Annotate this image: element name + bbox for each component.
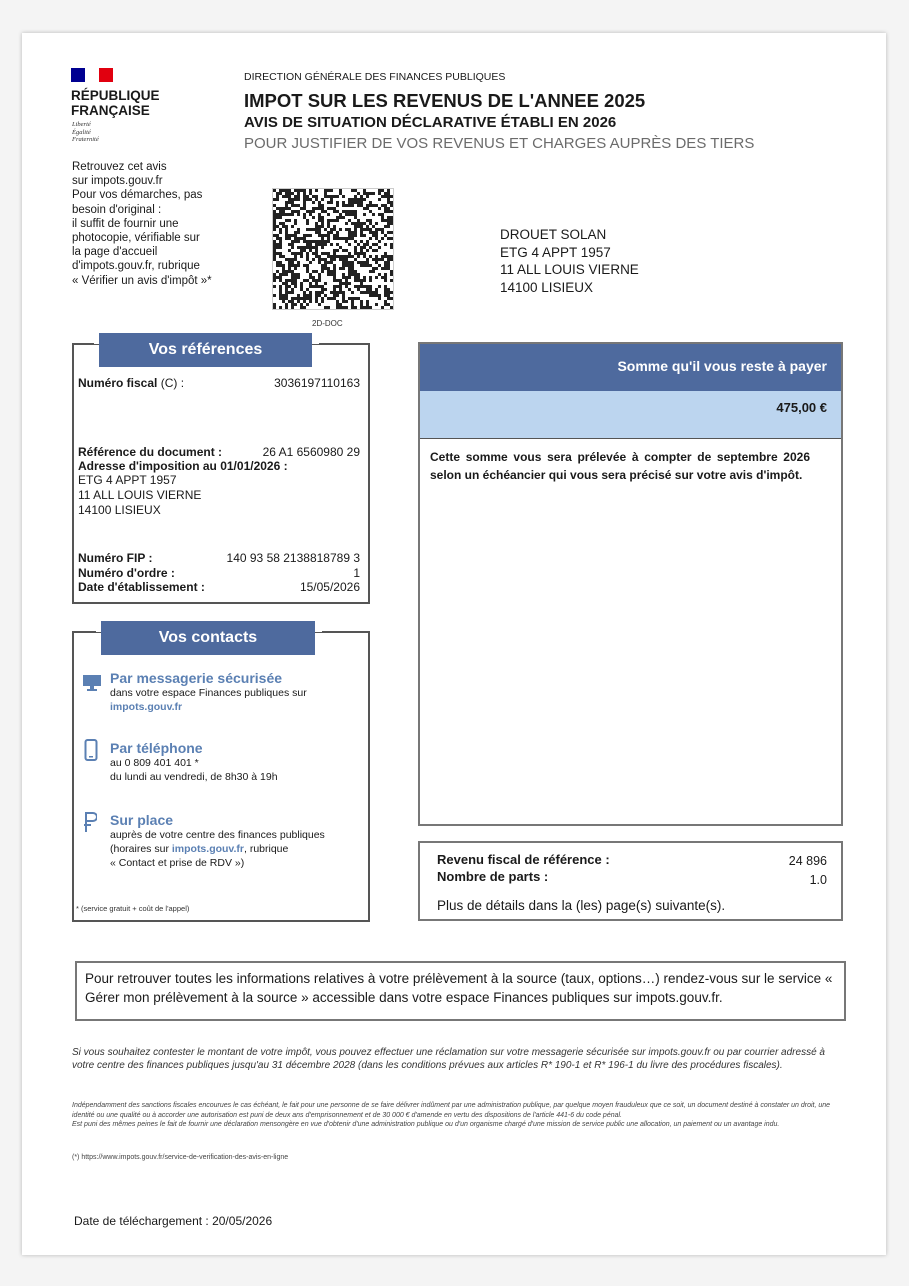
phone-cost-footnote: * (service gratuit + coût de l'appel) (76, 904, 190, 913)
contact-onsite-text: auprès de votre centre des finances publiques (horaires sur impots.gouv.fr, rubrique « Contact et prise de RDV ») (110, 829, 325, 869)
recipient-line3: 14100 LISIEUX (500, 279, 594, 295)
direction-label: DIRECTION GÉNÉRALE DES FINANCES PUBLIQUES (244, 71, 506, 83)
contact-phone-title: Par téléphone (110, 740, 203, 756)
order-value: 1 (353, 566, 360, 580)
flag-white (85, 68, 99, 82)
fiscal-number-label: Numéro fiscal (C) : (78, 376, 185, 390)
payment-heading: Somme qu'il vous reste à payer (420, 344, 841, 391)
2d-doc-barcode (272, 188, 394, 310)
phone-icon (84, 739, 98, 761)
contact-phone-number: au 0 809 401 401 * (110, 757, 199, 769)
document-purpose: POUR JUSTIFIER DE VOS REVENUS ET CHARGES AUPRÈS DES TIERS (244, 135, 755, 152)
issue-date-value: 15/05/2026 (299, 580, 360, 594)
parts-label: Nombre de parts : (437, 869, 549, 884)
fip-value: 140 93 58 2138818789 3 (226, 551, 360, 565)
doc-ref-value: 26 A1 6560980 29 (262, 445, 360, 459)
tax-notice-page (22, 33, 886, 1255)
recipient-name: DROUET SOLAN (500, 227, 607, 242)
impots-link-onsite[interactable]: impots.gouv.fr (171, 843, 244, 855)
contact-secure-messaging-text: dans votre espace Finances publiques sur impots.gouv.fr (110, 687, 307, 713)
tax-address: ETG 4 APPT 1957 11 ALL LOUIS VIERNE 14100 LISIEUX (78, 473, 202, 517)
more-details-note: Plus de détails dans la (les) page(s) suivante(s). (437, 898, 726, 913)
contact-phone-text: au 0 809 401 401 * du lundi au vendredi, de 8h30 à 19h (110, 757, 278, 783)
download-date: Date de téléchargement : 20/05/2026 (74, 1214, 273, 1228)
recipient-address (500, 226, 639, 296)
sanctions-notice: Indépendamment des sanctions fiscales encourues le cas échéant, le fait pour une personne de se faire délivrer indûment par une administration publique, par quelque moyen frauduleux que ce soit, un document destiné à constater un droit, une identité ou une qualité ou à accorder une autorisation est puni de deux ans d'emprisonnement et de 30 000 € d'amende en vertu des dispositions de l'article 441-6 du code pénal. Est puni des mêmes peines le fait de fournir une déclaration mensongère en vue d'obtenir d'une administration publique ou d'un organisme chargé d'une mission de service public une allocation, un paiement ou un avantage indu. (72, 1102, 831, 1128)
fiscal-number-value: 3036197110163 (274, 376, 360, 390)
computer-icon (82, 673, 102, 693)
contest-notice: Si vous souhaitez contester le montant de votre impôt, vous pouvez effectuer une réclamation sur votre messagerie sécurisée sur impots.gouv.fr ou par courrier adressé à votre centre des finances publiques jusqu'au 31 décembre 2028 (dans les conditions prévues aux articles R* 190-1 et R* 196-1 du livre des procédures fiscales). (72, 1047, 825, 1071)
fip-label: Numéro FIP : (78, 551, 153, 565)
recipient-line1: ETG 4 APPT 1957 (500, 244, 611, 260)
contact-secure-messaging-title: Par messagerie sécurisée (110, 670, 283, 686)
contact-onsite-title: Sur place (110, 812, 174, 828)
republique-francaise-logo-text: RÉPUBLIQUE FRANÇAISE (71, 88, 160, 118)
rfr-value: 24 896 (788, 854, 827, 868)
rfr-label: Revenu fiscal de référence : (437, 852, 610, 867)
recipient-line2: 11 ALL LOUIS VIERNE (500, 262, 639, 277)
republic-motto: Liberté Égalité Fraternité (72, 121, 99, 143)
verification-url[interactable]: (*) https://www.impots.gouv.fr/service-de-verification-des-avis-en-ligne (72, 1154, 289, 1161)
tax-address-label: Adresse d'imposition au 01/01/2026 : (78, 459, 288, 473)
issue-date-label: Date d'établissement : (78, 580, 205, 594)
flag-blue (71, 68, 85, 82)
contacts-title: Vos contacts (101, 621, 315, 655)
flag-red (99, 68, 113, 82)
order-label: Numéro d'ordre : (78, 566, 175, 580)
doc-ref-label: Référence du document : (78, 445, 223, 459)
parts-value: 1.0 (809, 873, 827, 887)
2d-doc-label: 2D-DOC (312, 319, 343, 328)
building-pin-icon (83, 811, 97, 833)
references-title: Vos références (99, 333, 312, 367)
verification-note: Retrouvez cet avis sur impots.gouv.fr Pour vos démarches, pas besoin d'original : il suffit de fournir une photocopie, vérifiable sur la page d'accueil d'impots.gouv.fr, rubrique « Vérifier un avis d'impôt »* (72, 161, 212, 287)
payment-description: Cette somme vous sera prélevée à compter de septembre 2026 selon un échéancier qui vous sera précisé sur votre avis d'impôt. (430, 450, 810, 482)
document-title: IMPOT SUR LES REVENUS DE L'ANNEE 2025 (244, 90, 646, 111)
withholding-info-box: Pour retrouver toutes les informations relatives à votre prélèvement à la source (taux, options…) rendez-vous sur le service « Gérer mon prélèvement à la source » accessible dans votre espace Finances publiques sur impots.gouv.fr. (75, 961, 846, 1021)
impots-link-messaging[interactable]: impots.gouv.fr (110, 701, 183, 713)
document-subtitle: AVIS DE SITUATION DÉCLARATIVE ÉTABLI EN 2026 (244, 114, 617, 131)
payment-amount: 475,00 € (420, 391, 841, 439)
french-flag-logo (71, 68, 113, 82)
